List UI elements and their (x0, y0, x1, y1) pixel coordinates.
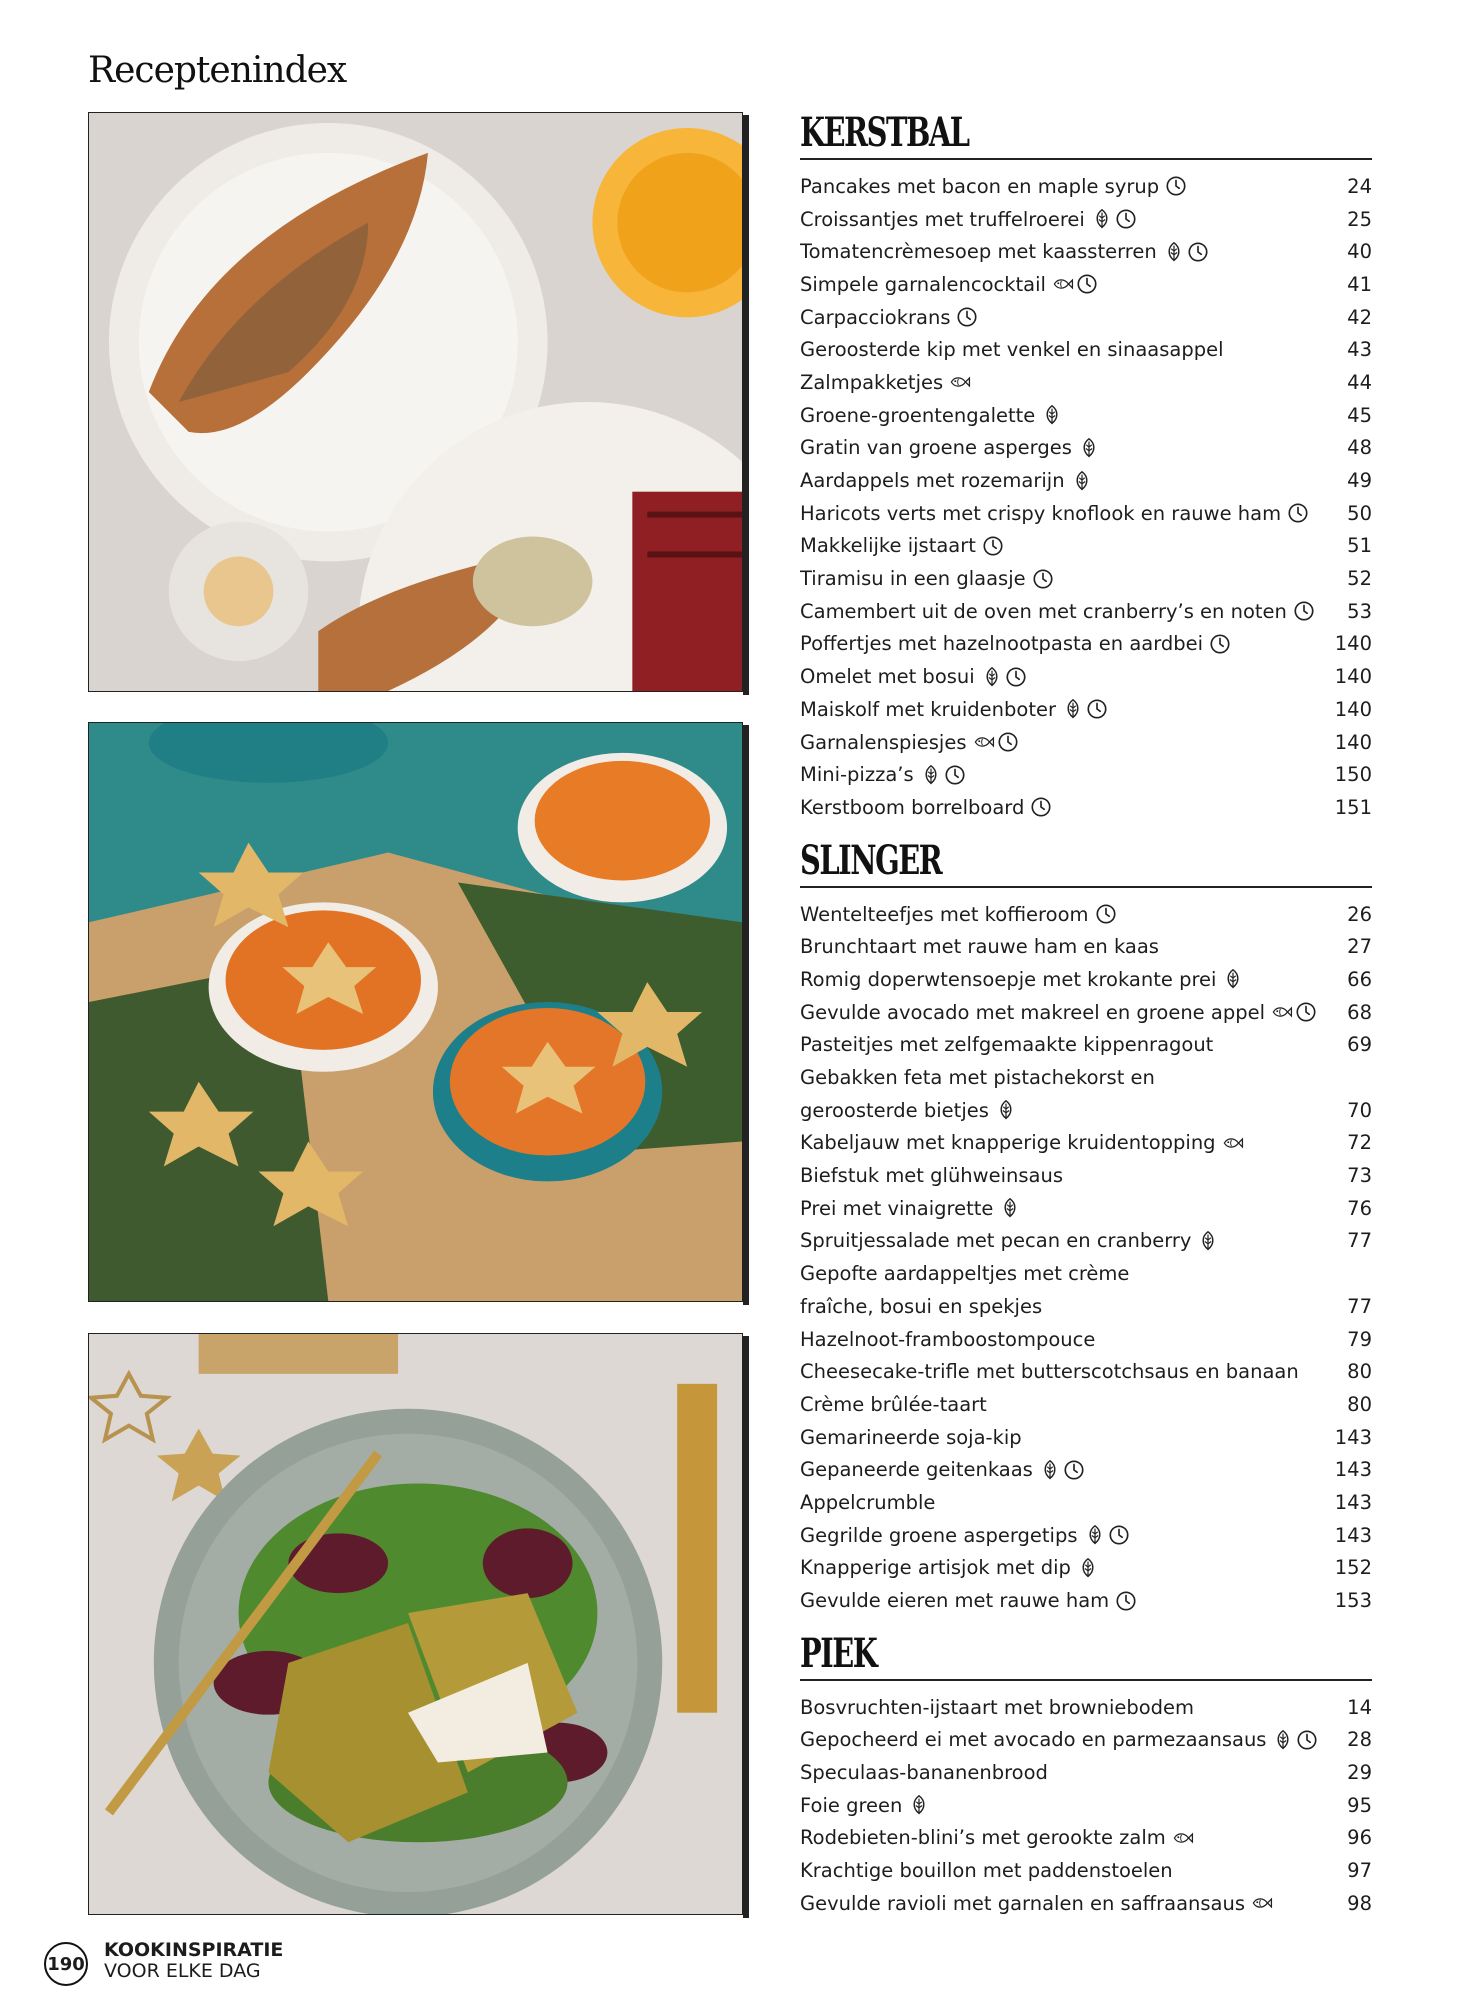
recipe-title: Gevulde avocado met makreel en groene appel (800, 1000, 1265, 1024)
recipe-title: Biefstuk met glühweinsaus (800, 1164, 1064, 1188)
recipe-page-number: 28 (1347, 1728, 1372, 1752)
recipe-row (800, 1290, 1372, 1323)
clock-icon (982, 535, 1004, 557)
recipe-title: Pasteitjes met zelfgemaakte kippenragout (800, 1033, 1214, 1057)
recipe-row (800, 1756, 1372, 1789)
recipe-row (800, 1388, 1372, 1421)
recipe-page-number: 24 (1347, 174, 1372, 198)
recipe-row (800, 268, 1372, 301)
recipe-title: Gemarineerde soja-kip (800, 1425, 1022, 1449)
leaf-icon (999, 1197, 1021, 1219)
recipe-row (800, 1421, 1372, 1454)
recipe-title: Aardappels met rozemarijn (800, 469, 1065, 493)
footer-brand-line2: VOOR ELKE DAG (104, 1960, 261, 1982)
leaf-icon (981, 666, 1003, 688)
recipe-row (800, 497, 1372, 530)
recipe-icons (1197, 1230, 1219, 1252)
recipe-page-number: 140 (1334, 730, 1372, 754)
recipe-title: Gebakken feta met pistachekorst en (800, 1066, 1155, 1090)
section-divider (800, 158, 1372, 160)
recipe-row (800, 1887, 1372, 1920)
leaf-icon (1078, 437, 1100, 459)
recipe-title: Tomatencrèmesoep met kaassterren (800, 240, 1157, 264)
leaf-icon (1077, 1557, 1099, 1579)
page-number-badge (44, 1942, 88, 1986)
recipe-page-number: 143 (1334, 1490, 1372, 1514)
recipe-title: Wentelteefjes met koffieroom (800, 902, 1089, 926)
recipe-row (800, 432, 1372, 465)
recipe-page-number: 143 (1334, 1523, 1372, 1547)
recipe-page-number: 69 (1347, 1033, 1372, 1057)
recipe-row (800, 660, 1372, 693)
recipe-title: Garnalenspiesjes (800, 730, 967, 754)
recipe-title: Appelcrumble (800, 1490, 936, 1514)
recipe-row (800, 170, 1372, 203)
recipe-icons (1084, 1524, 1130, 1546)
recipe-icons (995, 1099, 1017, 1121)
recipe-page-number: 70 (1347, 1098, 1372, 1122)
recipe-title: Krachtige bouillon met paddenstoelen (800, 1859, 1173, 1883)
recipe-icons (1287, 502, 1309, 524)
recipe-icons (1163, 241, 1209, 263)
recipe-page-number: 80 (1347, 1360, 1372, 1384)
recipe-page-number: 80 (1347, 1392, 1372, 1416)
recipe-row (800, 1854, 1372, 1887)
recipe-title: Gepaneerde geitenkaas (800, 1458, 1033, 1482)
leaf-icon (1197, 1230, 1219, 1252)
recipe-icons (981, 666, 1027, 688)
recipe-icons (1078, 437, 1100, 459)
recipe-page-number: 76 (1347, 1196, 1372, 1220)
recipe-icons (1272, 1729, 1318, 1751)
recipe-page-number: 150 (1334, 763, 1372, 787)
recipe-icons (1251, 1892, 1273, 1914)
fish-icon (1172, 1827, 1194, 1849)
recipe-icons (1032, 568, 1054, 590)
clock-icon (1296, 1729, 1318, 1751)
recipe-page-number: 95 (1347, 1793, 1372, 1817)
recipe-page-number: 40 (1347, 240, 1372, 264)
recipe-row (800, 1192, 1372, 1225)
recipe-page-number: 66 (1347, 967, 1372, 991)
leaf-icon (908, 1794, 930, 1816)
recipe-page-number: 68 (1347, 1000, 1372, 1024)
recipe-row (800, 1225, 1372, 1258)
clock-icon (1165, 175, 1187, 197)
recipe-row (800, 333, 1372, 366)
fish-icon (973, 731, 995, 753)
recipe-page-number: 140 (1334, 697, 1372, 721)
recipe-title: Zalmpakketjes (800, 370, 944, 394)
photo-shadow (743, 115, 749, 695)
recipe-row (800, 1094, 1372, 1127)
recipe-title: Gepocheerd ei met avocado en parmezaansaus (800, 1728, 1267, 1752)
clock-icon (1293, 600, 1315, 622)
recipe-row (800, 1789, 1372, 1822)
recipe-row (800, 1519, 1372, 1552)
clock-icon (1095, 903, 1117, 925)
recipe-title: Omelet met bosui (800, 665, 975, 689)
recipe-page-number: 98 (1347, 1891, 1372, 1915)
recipe-row (800, 1724, 1372, 1757)
clock-icon (1287, 502, 1309, 524)
leaf-icon (1091, 208, 1113, 230)
recipe-page-number: 45 (1347, 403, 1372, 427)
recipe-icons (1095, 903, 1117, 925)
recipe-title: Gepofte aardappeltjes met crème (800, 1262, 1130, 1286)
recipe-title: Kabeljauw met knapperige kruidentopping (800, 1131, 1216, 1155)
recipe-title: Foie green (800, 1793, 903, 1817)
recipe-page-number: 77 (1347, 1294, 1372, 1318)
clock-icon (1063, 1459, 1085, 1481)
leaf-icon (1041, 404, 1063, 426)
fish-icon (949, 371, 971, 393)
recipe-row (800, 1584, 1372, 1617)
fish-icon (1271, 1001, 1293, 1023)
recipe-page-number: 42 (1347, 305, 1372, 329)
clock-icon (1032, 568, 1054, 590)
recipe-title: Speculaas-bananenbrood (800, 1761, 1048, 1785)
recipe-icons (1039, 1459, 1085, 1481)
recipe-row (800, 203, 1372, 236)
recipe-icons (949, 371, 971, 393)
page-number: 190 (47, 1953, 85, 1975)
recipe-page-number: 43 (1347, 338, 1372, 362)
recipe-icons (1271, 1001, 1317, 1023)
recipe-title: Spruitjessalade met pecan en cranberry (800, 1229, 1192, 1253)
recipe-row (800, 562, 1372, 595)
recipe-page-number: 140 (1334, 665, 1372, 689)
index-section-slinger (800, 838, 1372, 1617)
recipe-row (800, 464, 1372, 497)
photo-croissants (88, 112, 743, 692)
recipe-page-number: 153 (1334, 1589, 1372, 1613)
clock-icon (1295, 1001, 1317, 1023)
recipe-row (800, 1159, 1372, 1192)
recipe-icons (1077, 1557, 1099, 1579)
recipe-page-number: 14 (1347, 1695, 1372, 1719)
fish-icon (1251, 1892, 1273, 1914)
recipe-title: Gevulde eieren met rauwe ham (800, 1589, 1110, 1613)
recipe-row (800, 1127, 1372, 1160)
recipe-title: Mini-pizza’s (800, 763, 914, 787)
leaf-icon (920, 764, 942, 786)
recipe-title: Prei met vinaigrette (800, 1196, 994, 1220)
recipe-row (800, 530, 1372, 563)
recipe-page-number: 50 (1347, 501, 1372, 525)
leaf-icon (1084, 1524, 1106, 1546)
recipe-icons (1209, 633, 1231, 655)
recipe-row (800, 366, 1372, 399)
recipe-icons (1222, 1132, 1244, 1154)
recipe-icons (1172, 1827, 1194, 1849)
recipe-row (800, 1323, 1372, 1356)
recipe-icons (1293, 600, 1315, 622)
recipe-title: Gevulde ravioli met garnalen en saffraansaus (800, 1891, 1246, 1915)
recipe-title: Poffertjes met hazelnootpasta en aardbei (800, 632, 1204, 656)
recipe-page-number: 143 (1334, 1458, 1372, 1482)
recipe-row (800, 1061, 1372, 1094)
leaf-icon (1039, 1459, 1061, 1481)
recipe-row (800, 595, 1372, 628)
recipe-title: Bosvruchten-ijstaart met browniebodem (800, 1695, 1195, 1719)
recipe-icons (1030, 796, 1052, 818)
recipe-page-number: 72 (1347, 1131, 1372, 1155)
recipe-icons (1052, 273, 1098, 295)
recipe-page-number: 79 (1347, 1327, 1372, 1351)
recipe-title: Cheesecake-trifle met butterscotchsaus en banaan (800, 1360, 1299, 1384)
recipe-icons (1071, 470, 1093, 492)
clock-icon (944, 764, 966, 786)
photo-shadow (743, 725, 749, 1305)
recipe-title: Knapperige artisjok met dip (800, 1556, 1071, 1580)
recipe-row (800, 1029, 1372, 1062)
leaf-icon (995, 1099, 1017, 1121)
recipe-row (800, 726, 1372, 759)
section-title: PIEK (800, 1629, 877, 1677)
recipe-row (800, 996, 1372, 1029)
recipe-index (800, 110, 1372, 1920)
recipe-icons (999, 1197, 1021, 1219)
recipe-title: Kerstboom borrelboard (800, 795, 1025, 819)
clock-icon (1086, 698, 1108, 720)
clock-icon (956, 306, 978, 328)
recipe-title: Hazelnoot-framboostompouce (800, 1327, 1096, 1351)
section-title: SLINGER (800, 836, 942, 884)
recipe-title: Tiramisu in een glaasje (800, 567, 1026, 591)
recipe-row (800, 963, 1372, 996)
recipe-row (800, 1552, 1372, 1585)
recipe-title: Rodebieten-blini’s met gerookte zalm (800, 1826, 1166, 1850)
recipe-icons (1091, 208, 1137, 230)
recipe-row (800, 930, 1372, 963)
recipe-page-number: 27 (1347, 935, 1372, 959)
recipe-title: Romig doperwtensoepje met krokante prei (800, 967, 1217, 991)
recipe-title: Gegrilde groene aspergetips (800, 1523, 1078, 1547)
recipe-page-number: 52 (1347, 567, 1372, 591)
recipe-icons (1115, 1590, 1137, 1612)
leaf-icon (1272, 1729, 1294, 1751)
recipe-page-number: 152 (1334, 1556, 1372, 1580)
recipe-row (800, 791, 1372, 824)
recipe-title: Crème brûlée-taart (800, 1392, 987, 1416)
recipe-page-number: 44 (1347, 370, 1372, 394)
recipe-row (800, 1355, 1372, 1388)
recipe-row (800, 1257, 1372, 1290)
recipe-row (800, 628, 1372, 661)
recipe-title: Gratin van groene asperges (800, 436, 1072, 460)
page-title: Receptenindex (88, 50, 347, 91)
recipe-row (800, 1822, 1372, 1855)
recipe-page-number: 77 (1347, 1229, 1372, 1253)
recipe-row (800, 1453, 1372, 1486)
recipe-page-number: 97 (1347, 1859, 1372, 1883)
recipe-title: Geroosterde kip met venkel en sinaasappel (800, 338, 1224, 362)
recipe-icons (1062, 698, 1108, 720)
recipe-row (800, 758, 1372, 791)
leaf-icon (1222, 968, 1244, 990)
index-section-piek (800, 1631, 1372, 1920)
recipe-icons (1165, 175, 1187, 197)
recipe-title: Brunchtaart met rauwe ham en kaas (800, 935, 1159, 959)
recipe-icons (956, 306, 978, 328)
recipe-row (800, 301, 1372, 334)
recipe-page-number: 41 (1347, 272, 1372, 296)
recipe-icons (1041, 404, 1063, 426)
recipe-title: Pancakes met bacon en maple syrup (800, 174, 1160, 198)
footer-brand-line1: KOOKINSPIRATIE (104, 1939, 284, 1961)
recipe-title: Simpele garnalencocktail (800, 272, 1046, 296)
recipe-icons (982, 535, 1004, 557)
recipe-icons (920, 764, 966, 786)
recipe-page-number: 151 (1334, 795, 1372, 819)
recipe-page-number: 53 (1347, 599, 1372, 623)
leaf-icon (1071, 470, 1093, 492)
section-divider (800, 886, 1372, 888)
clock-icon (1030, 796, 1052, 818)
clock-icon (1115, 208, 1137, 230)
section-title: KERSTBAL (800, 109, 969, 156)
recipe-title: Haricots verts met crispy knoflook en rauwe ham (800, 501, 1282, 525)
recipe-title: Carpacciokrans (800, 305, 951, 329)
recipe-page-number: 48 (1347, 436, 1372, 460)
recipe-row (800, 898, 1372, 931)
photo-shadow (743, 1336, 749, 1918)
footer-brand (104, 1940, 283, 1982)
recipe-page-number: 140 (1334, 632, 1372, 656)
recipe-icons (1222, 968, 1244, 990)
recipe-page-number: 26 (1347, 902, 1372, 926)
recipe-row (800, 235, 1372, 268)
index-section-kerstbal (800, 110, 1372, 824)
section-divider (800, 1679, 1372, 1681)
clock-icon (997, 731, 1019, 753)
recipe-title: Groene-groentengalette (800, 403, 1036, 427)
recipe-title: Camembert uit de oven met cranberry’s en noten (800, 599, 1287, 623)
recipe-page-number: 49 (1347, 469, 1372, 493)
recipe-row (800, 399, 1372, 432)
photo-soups (88, 722, 743, 1302)
recipe-icons (973, 731, 1019, 753)
fish-icon (1222, 1132, 1244, 1154)
clock-icon (1115, 1590, 1137, 1612)
recipe-title: Makkelijke ijstaart (800, 534, 976, 558)
recipe-page-number: 25 (1347, 207, 1372, 231)
recipe-page-number: 73 (1347, 1164, 1372, 1188)
recipe-title: Croissantjes met truffelroerei (800, 207, 1085, 231)
clock-icon (1108, 1524, 1130, 1546)
fish-icon (1052, 273, 1074, 295)
recipe-page-number: 51 (1347, 534, 1372, 558)
recipe-row (800, 693, 1372, 726)
recipe-page-number: 96 (1347, 1826, 1372, 1850)
photo-salad (88, 1333, 743, 1915)
clock-icon (1209, 633, 1231, 655)
clock-icon (1076, 273, 1098, 295)
leaf-icon (1062, 698, 1084, 720)
recipe-row (800, 1486, 1372, 1519)
recipe-page-number: 29 (1347, 1761, 1372, 1785)
leaf-icon (1163, 241, 1185, 263)
recipe-title: Maiskolf met kruidenboter (800, 697, 1056, 721)
recipe-row (800, 1691, 1372, 1724)
recipe-page-number: 143 (1334, 1425, 1372, 1449)
clock-icon (1005, 666, 1027, 688)
recipe-title: geroosterde bietjes (800, 1098, 989, 1122)
recipe-icons (908, 1794, 930, 1816)
clock-icon (1187, 241, 1209, 263)
recipe-title: fraîche, bosui en spekjes (800, 1294, 1043, 1318)
